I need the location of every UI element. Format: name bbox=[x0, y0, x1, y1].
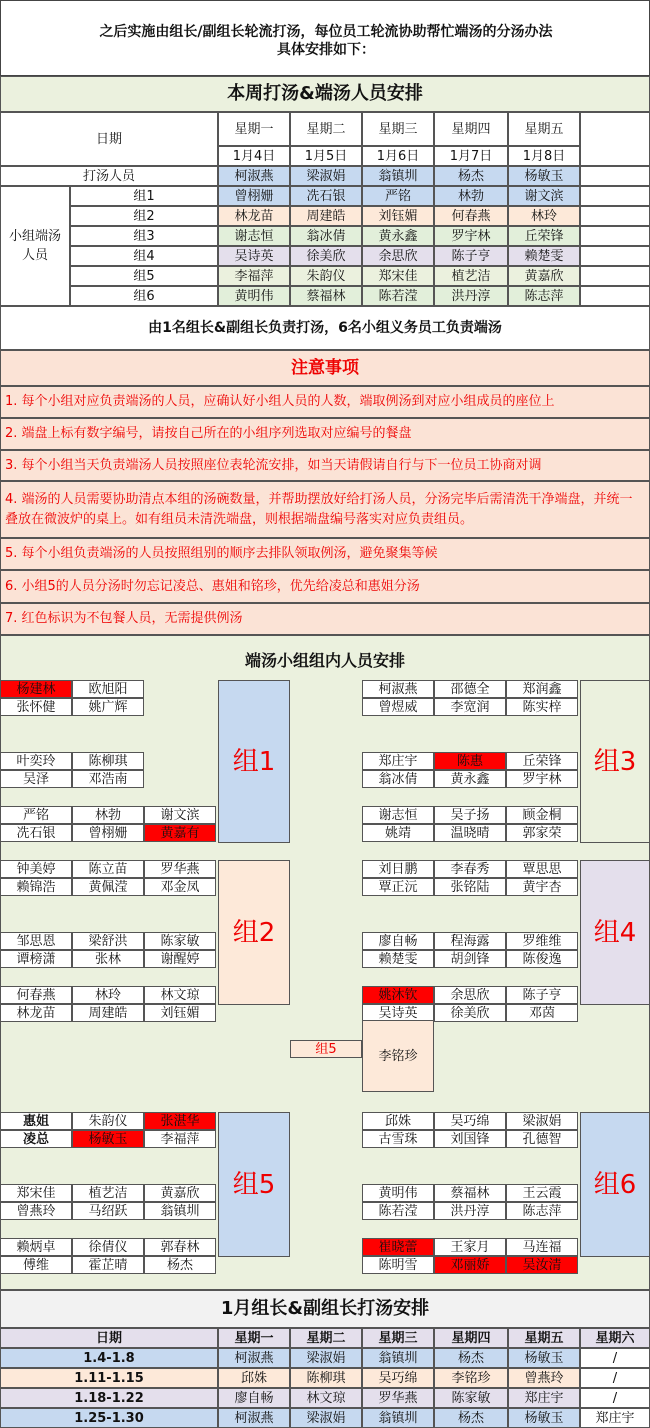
seat-group-label: 组6 bbox=[580, 1112, 650, 1257]
seat-name: 陈实梓 bbox=[506, 698, 578, 716]
day-header: 星期二 bbox=[290, 112, 362, 146]
note-item: 7. 红色标识为不包餐人员，无需提供例汤 bbox=[0, 603, 650, 635]
seat-name: 胡剑锋 bbox=[434, 950, 506, 968]
dasheng-name: 杨敏玉 bbox=[508, 166, 580, 186]
group-member: 冼石银 bbox=[290, 186, 362, 206]
month-cell: 邱姝 bbox=[218, 1368, 290, 1388]
note-item: 4. 端汤的人员需要协助清点本组的汤碗数量，并帮助摆放好给打汤人员，分汤完毕后需清洗干净端盘，并统一叠放在微波炉的桌上。如有组员未清洗端盘，则根据端盘编号落实对应负责组员。 bbox=[0, 481, 650, 538]
month-cell: 陈家敏 bbox=[434, 1388, 508, 1408]
group-name: 组6 bbox=[70, 286, 218, 306]
month-date: 1.11-1.15 bbox=[0, 1368, 218, 1388]
seat-name: 陈明雪 bbox=[362, 1256, 434, 1274]
month-cell: 翁镇圳 bbox=[362, 1408, 434, 1428]
group-member: 谢文滨 bbox=[508, 186, 580, 206]
seat-name: 洪丹淳 bbox=[434, 1202, 506, 1220]
seat-name: 郭春林 bbox=[144, 1238, 216, 1256]
note-item: 3. 每个小组当天负责端汤人员按照座位表轮流安排，如当天请假请自行与下一位员工协商对调 bbox=[0, 450, 650, 481]
seat-name: 张铭陆 bbox=[434, 878, 506, 896]
seat-name: 吴巧绵 bbox=[434, 1112, 506, 1130]
seat-name: 叶奕玲 bbox=[0, 752, 72, 770]
seat-name: 黄嘉有 bbox=[144, 824, 216, 842]
side-label-line: 小组端汤 bbox=[8, 228, 61, 244]
blank-cell bbox=[580, 286, 650, 306]
month-date: 1.18-1.22 bbox=[0, 1388, 218, 1408]
seat-title: 端汤小组组内人员安排 bbox=[244, 651, 405, 670]
summary: 由1名组长&副组长负责打汤，6名小组义务员工负责端汤 bbox=[0, 306, 650, 350]
seat-name: 蔡福林 bbox=[434, 1184, 506, 1202]
group-member: 林龙苗 bbox=[218, 206, 290, 226]
seat-name: 廖自畅 bbox=[362, 932, 434, 950]
month-header: 星期三 bbox=[362, 1328, 434, 1348]
seat-name: 惠姐 bbox=[0, 1112, 72, 1130]
seat-name: 罗宇林 bbox=[506, 770, 578, 788]
seat-name: 黄宇杏 bbox=[506, 878, 578, 896]
group-member: 陈若滢 bbox=[362, 286, 434, 306]
group-member: 谢志恒 bbox=[218, 226, 290, 246]
seat-name: 王云霞 bbox=[506, 1184, 578, 1202]
month-cell: 郑庄宇 bbox=[508, 1388, 580, 1408]
group-member: 陈志萍 bbox=[508, 286, 580, 306]
seat-name: 吴子扬 bbox=[434, 806, 506, 824]
note-item: 6. 小组5的人员分汤时勿忘记凌总、惠姐和铭珍，优先给凌总和惠姐分汤 bbox=[0, 570, 650, 603]
seat-name: 马连福 bbox=[506, 1238, 578, 1256]
group-side-label bbox=[0, 186, 70, 306]
seat-name: 杨建林 bbox=[0, 680, 72, 698]
month-cell: 翁镇圳 bbox=[362, 1348, 434, 1368]
seat-name: 钟美婷 bbox=[0, 860, 72, 878]
seat-name: 陈柳琪 bbox=[72, 752, 144, 770]
blank-cell bbox=[580, 226, 650, 246]
date-cell: 1月5日 bbox=[290, 146, 362, 166]
seat-name: 林玲 bbox=[72, 986, 144, 1004]
seat-name: 徐倩仪 bbox=[72, 1238, 144, 1256]
seat-name: 姚广辉 bbox=[72, 698, 144, 716]
seat-name: 霍芷晴 bbox=[72, 1256, 144, 1274]
seat-name: 李宽润 bbox=[434, 698, 506, 716]
month-cell: 杨杰 bbox=[434, 1348, 508, 1368]
seat-name: 温晓晴 bbox=[434, 824, 506, 842]
month-cell: 林文琼 bbox=[290, 1388, 362, 1408]
center-name: 李铭珍 bbox=[362, 1020, 434, 1092]
seat-name: 谭榜潇 bbox=[0, 950, 72, 968]
seat-name: 傅维 bbox=[0, 1256, 72, 1274]
seat-name: 黄永鑫 bbox=[434, 770, 506, 788]
group-member: 何春燕 bbox=[434, 206, 508, 226]
seat-name: 郑庄宇 bbox=[362, 752, 434, 770]
seat-name: 林文琼 bbox=[144, 986, 216, 1004]
blank-cell bbox=[580, 266, 650, 286]
month-cell: 廖自畅 bbox=[218, 1388, 290, 1408]
seat-name: 严铭 bbox=[0, 806, 72, 824]
month-header: 星期六 bbox=[580, 1328, 650, 1348]
month-cell: 曾燕玲 bbox=[508, 1368, 580, 1388]
group-name: 组2 bbox=[70, 206, 218, 226]
seat-name: 欧旭阳 bbox=[72, 680, 144, 698]
day-header: 星期四 bbox=[434, 112, 508, 146]
seat-name: 黄嘉欣 bbox=[144, 1184, 216, 1202]
date-cell: 1月7日 bbox=[434, 146, 508, 166]
seat-name: 刘国锋 bbox=[434, 1130, 506, 1148]
seat-name: 曾煜威 bbox=[362, 698, 434, 716]
seat-name: 王家月 bbox=[434, 1238, 506, 1256]
seat-name: 陈立苗 bbox=[72, 860, 144, 878]
month-cell: 柯淑燕 bbox=[218, 1408, 290, 1428]
seat-name: 陈惠 bbox=[434, 752, 506, 770]
note-item: 2. 端盘上标有数字编号，请按自己所在的小组序列选取对应编号的餐盘 bbox=[0, 418, 650, 450]
month-cell: 柯淑燕 bbox=[218, 1348, 290, 1368]
seat-name: 郭家荣 bbox=[506, 824, 578, 842]
seat-name: 李福萍 bbox=[144, 1130, 216, 1148]
seat-name: 周建皓 bbox=[72, 1004, 144, 1022]
seat-name: 陈志萍 bbox=[506, 1202, 578, 1220]
seat-name: 柯淑燕 bbox=[362, 680, 434, 698]
group-name: 组1 bbox=[70, 186, 218, 206]
group-member: 林勃 bbox=[434, 186, 508, 206]
month-date: 1.25-1.30 bbox=[0, 1408, 218, 1428]
month-header: 星期五 bbox=[508, 1328, 580, 1348]
seat-name: 古雪珠 bbox=[362, 1130, 434, 1148]
seat-name: 吴诗英 bbox=[362, 1004, 434, 1022]
seat-name: 邓金凤 bbox=[144, 878, 216, 896]
week-title: 本周打汤&端汤人员安排 bbox=[0, 76, 650, 112]
side-label-line: 人员 bbox=[21, 248, 48, 263]
group-member: 徐美欣 bbox=[290, 246, 362, 266]
group-member: 刘钰媚 bbox=[362, 206, 434, 226]
seat-name: 罗维维 bbox=[506, 932, 578, 950]
seat-name: 梁舒洪 bbox=[72, 932, 144, 950]
seat-name: 赖锦浩 bbox=[0, 878, 72, 896]
seat-name: 张湛华 bbox=[144, 1112, 216, 1130]
seat-name: 谢文滨 bbox=[144, 806, 216, 824]
seat-name: 邵德全 bbox=[434, 680, 506, 698]
group-member: 植艺洁 bbox=[434, 266, 508, 286]
month-cell: / bbox=[580, 1368, 650, 1388]
group-member: 朱韵仪 bbox=[290, 266, 362, 286]
seat-name: 姚靖 bbox=[362, 824, 434, 842]
seat-name: 翁镇圳 bbox=[144, 1202, 216, 1220]
seat-group-label: 组4 bbox=[580, 860, 650, 1005]
blank-cell bbox=[580, 112, 650, 166]
seat-name: 曾燕玲 bbox=[0, 1202, 72, 1220]
month-cell: 罗华燕 bbox=[362, 1388, 434, 1408]
seat-name: 吴汝清 bbox=[506, 1256, 578, 1274]
seat-name: 朱韵仪 bbox=[72, 1112, 144, 1130]
seat-name: 邓丽娇 bbox=[434, 1256, 506, 1274]
day-header: 星期五 bbox=[508, 112, 580, 146]
seat-name: 陈子亨 bbox=[506, 986, 578, 1004]
month-title: 1月组长&副组长打汤安排 bbox=[0, 1290, 650, 1328]
seat-name: 陈俊逸 bbox=[506, 950, 578, 968]
date-cell: 1月8日 bbox=[508, 146, 580, 166]
group-member: 吴诗英 bbox=[218, 246, 290, 266]
day-header: 星期三 bbox=[362, 112, 434, 146]
seat-name: 植艺洁 bbox=[72, 1184, 144, 1202]
seat-group-label: 组1 bbox=[218, 680, 290, 843]
date-cell: 1月4日 bbox=[218, 146, 290, 166]
group-member: 曾栩姗 bbox=[218, 186, 290, 206]
seat-name: 谢醒婷 bbox=[144, 950, 216, 968]
date-cell: 1月6日 bbox=[362, 146, 434, 166]
dasheng-label: 打汤人员 bbox=[0, 166, 218, 186]
month-header: 星期二 bbox=[290, 1328, 362, 1348]
seat-name: 陈家敏 bbox=[144, 932, 216, 950]
seat-name: 刘钰媚 bbox=[144, 1004, 216, 1022]
seat-name: 吴泽 bbox=[0, 770, 72, 788]
seat-group-label: 组5 bbox=[218, 1112, 290, 1257]
group-member: 赖楚雯 bbox=[508, 246, 580, 266]
seat-name: 张林 bbox=[72, 950, 144, 968]
seat-name: 郑宋佳 bbox=[0, 1184, 72, 1202]
seat-name: 黄佩滢 bbox=[72, 878, 144, 896]
month-cell: 梁淑娟 bbox=[290, 1408, 362, 1428]
note-item: 5. 每个小组负责端汤的人员按照组别的顺序去排队领取例汤，避免聚集等候 bbox=[0, 538, 650, 570]
seat-name: 郑润鑫 bbox=[506, 680, 578, 698]
seat-name: 余思欣 bbox=[434, 986, 506, 1004]
seat-name: 孔德智 bbox=[506, 1130, 578, 1148]
seat-name: 谢志恒 bbox=[362, 806, 434, 824]
month-cell: 杨杰 bbox=[434, 1408, 508, 1428]
seat-name: 覃正沅 bbox=[362, 878, 434, 896]
dasheng-name: 柯淑燕 bbox=[218, 166, 290, 186]
group-member: 陈子亨 bbox=[434, 246, 508, 266]
month-cell: 杨敏玉 bbox=[508, 1408, 580, 1428]
seat-name: 徐美欣 bbox=[434, 1004, 506, 1022]
seat-name: 程海露 bbox=[434, 932, 506, 950]
group-name: 组3 bbox=[70, 226, 218, 246]
seat-name: 丘荣锋 bbox=[506, 752, 578, 770]
seat-name: 曾栩姗 bbox=[72, 824, 144, 842]
blank-cell bbox=[580, 186, 650, 206]
group-member: 郑宋佳 bbox=[362, 266, 434, 286]
group-member: 黄明伟 bbox=[218, 286, 290, 306]
group-member: 严铭 bbox=[362, 186, 434, 206]
seat-name: 赖炳卓 bbox=[0, 1238, 72, 1256]
seat-name: 崔晓蕾 bbox=[362, 1238, 434, 1256]
group-member: 蔡福林 bbox=[290, 286, 362, 306]
intro-line-1: 之后实施由组长/副组长轮流打汤，每位员工轮流协助帮忙端汤的分汤办法 bbox=[99, 24, 553, 40]
seat-name: 翁冰倩 bbox=[362, 770, 434, 788]
seat-name: 杨敏玉 bbox=[72, 1130, 144, 1148]
group-name: 组4 bbox=[70, 246, 218, 266]
month-header: 星期一 bbox=[218, 1328, 290, 1348]
group-member: 翁冰倩 bbox=[290, 226, 362, 246]
seat-name: 林勃 bbox=[72, 806, 144, 824]
month-cell: 郑庄宇 bbox=[580, 1408, 650, 1428]
month-cell: 梁淑娟 bbox=[290, 1348, 362, 1368]
month-date: 1.4-1.8 bbox=[0, 1348, 218, 1368]
seat-name: 覃思思 bbox=[506, 860, 578, 878]
seat-group-label: 组3 bbox=[580, 680, 650, 843]
seat-name: 罗华燕 bbox=[144, 860, 216, 878]
center-tag: 组5 bbox=[290, 1040, 362, 1058]
month-cell: 李铭珍 bbox=[434, 1368, 508, 1388]
notes-title: 注意事项 bbox=[0, 350, 650, 386]
month-cell: 杨敏玉 bbox=[508, 1348, 580, 1368]
seat-name: 赖楚雯 bbox=[362, 950, 434, 968]
seat-name: 张怀健 bbox=[0, 698, 72, 716]
seat-name: 刘日鹏 bbox=[362, 860, 434, 878]
seat-name: 杨杰 bbox=[144, 1256, 216, 1274]
seat-name: 凌总 bbox=[0, 1130, 72, 1148]
dasheng-name: 杨杰 bbox=[434, 166, 508, 186]
month-cell: / bbox=[580, 1348, 650, 1368]
seat-name: 邓茵 bbox=[506, 1004, 578, 1022]
blank-cell bbox=[580, 166, 650, 186]
seat-name: 李春秀 bbox=[434, 860, 506, 878]
seat-group-label: 组2 bbox=[218, 860, 290, 1005]
month-cell: / bbox=[580, 1388, 650, 1408]
intro-line-2: 具体安排如下： bbox=[277, 42, 375, 58]
group-member: 黄嘉欣 bbox=[508, 266, 580, 286]
seat-name: 陈若滢 bbox=[362, 1202, 434, 1220]
seat-name: 邱姝 bbox=[362, 1112, 434, 1130]
seat-name: 顾金桐 bbox=[506, 806, 578, 824]
note-item: 1. 每个小组对应负责端汤的人员，应确认好小组人员的人数，端取例汤到对应小组成员的座位上 bbox=[0, 386, 650, 418]
dasheng-name: 翁镇圳 bbox=[362, 166, 434, 186]
seat-name: 何春燕 bbox=[0, 986, 72, 1004]
seat-name: 梁淑娟 bbox=[506, 1112, 578, 1130]
group-member: 李福萍 bbox=[218, 266, 290, 286]
dasheng-name: 梁淑娟 bbox=[290, 166, 362, 186]
day-header: 星期一 bbox=[218, 112, 290, 146]
group-member: 余思欣 bbox=[362, 246, 434, 266]
blank-cell bbox=[580, 206, 650, 226]
intro-box bbox=[0, 0, 650, 76]
group-member: 洪丹淳 bbox=[434, 286, 508, 306]
group-member: 周建皓 bbox=[290, 206, 362, 226]
group-name: 组5 bbox=[70, 266, 218, 286]
seat-name: 邹思恩 bbox=[0, 932, 72, 950]
seat-name: 林龙苗 bbox=[0, 1004, 72, 1022]
seat-name: 姚沐钦 bbox=[362, 986, 434, 1004]
month-cell: 陈柳琪 bbox=[290, 1368, 362, 1388]
seat-name: 邓浩南 bbox=[72, 770, 144, 788]
date-label: 日期 bbox=[0, 112, 218, 166]
blank-cell bbox=[580, 246, 650, 266]
seat-name: 马绍跃 bbox=[72, 1202, 144, 1220]
month-header: 日期 bbox=[0, 1328, 218, 1348]
group-member: 丘荣锋 bbox=[508, 226, 580, 246]
seat-name: 冼石银 bbox=[0, 824, 72, 842]
group-member: 罗宇林 bbox=[434, 226, 508, 246]
group-member: 黄永鑫 bbox=[362, 226, 434, 246]
month-cell: 吴巧绵 bbox=[362, 1368, 434, 1388]
seat-name: 黄明伟 bbox=[362, 1184, 434, 1202]
month-header: 星期四 bbox=[434, 1328, 508, 1348]
group-member: 林玲 bbox=[508, 206, 580, 226]
